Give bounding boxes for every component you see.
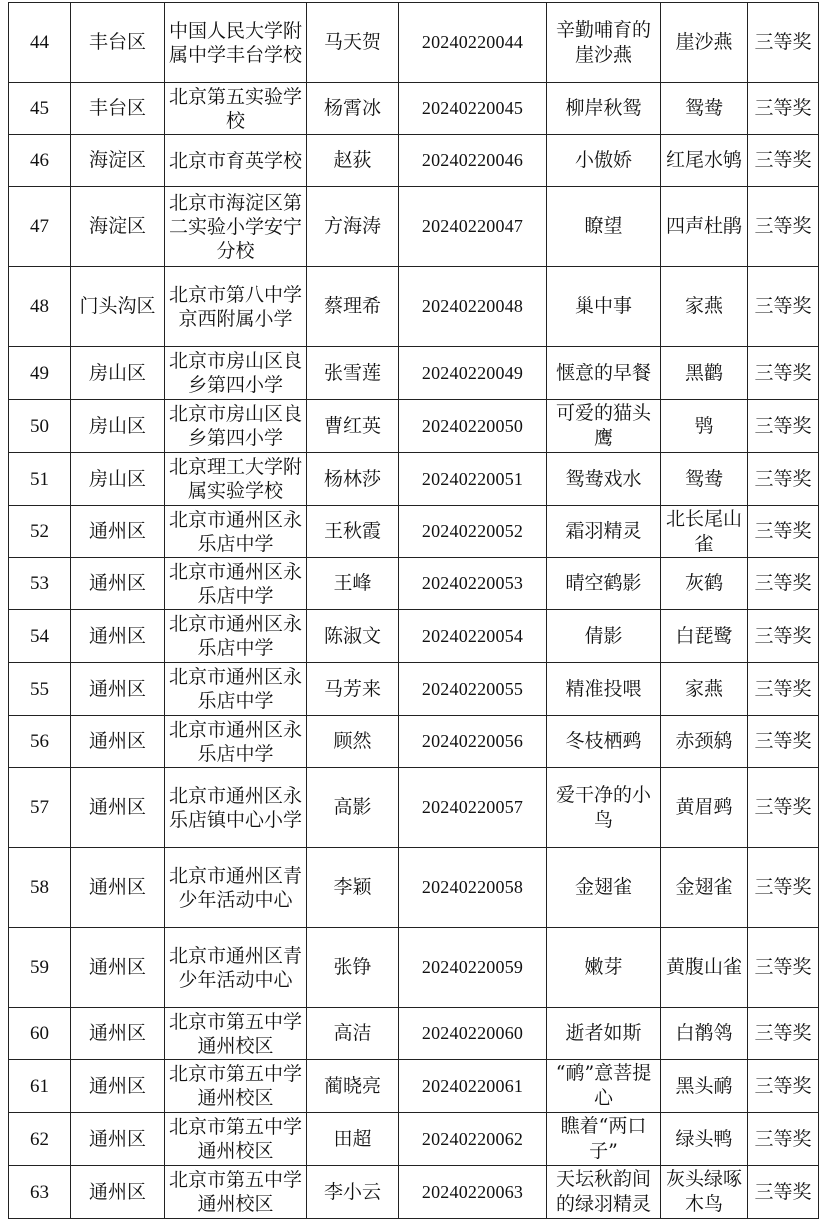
- cell-name: 马天贺: [307, 3, 399, 83]
- cell-work-title: 精准投喂: [547, 663, 661, 716]
- cell-school: 北京市通州区永乐店镇中心小学: [165, 768, 307, 848]
- cell-name: 李颖: [307, 848, 399, 928]
- table-row: [9, 506, 819, 558]
- cell-code: 20240220060: [399, 1008, 547, 1060]
- cell-code: 20240220044: [399, 3, 547, 83]
- cell-name: 曹红英: [307, 400, 399, 453]
- cell-school: 北京市通州区永乐店中学: [165, 610, 307, 663]
- cell-district: 通州区: [71, 928, 165, 1008]
- cell-school: 北京市通州区青少年活动中心: [165, 848, 307, 928]
- cell-award: 三等奖: [748, 83, 819, 135]
- cell-work-title: 瞧着“两口子”: [547, 1113, 661, 1166]
- cell-award: 三等奖: [748, 400, 819, 453]
- cell-award: 三等奖: [748, 558, 819, 610]
- table-row: [9, 453, 819, 506]
- cell-number: 54: [9, 610, 71, 663]
- cell-school: 北京市通州区永乐店中学: [165, 558, 307, 610]
- cell-district: 通州区: [71, 1113, 165, 1166]
- table-row: [9, 187, 819, 267]
- table-row: [9, 558, 819, 610]
- cell-district: 海淀区: [71, 135, 165, 187]
- cell-school: 北京市第五中学通州校区: [165, 1113, 307, 1166]
- cell-school: 北京市房山区良乡第四小学: [165, 347, 307, 400]
- cell-district: 通州区: [71, 610, 165, 663]
- cell-bird-species: 黑鹳: [661, 347, 748, 400]
- cell-number: 52: [9, 506, 71, 558]
- cell-number: 57: [9, 768, 71, 848]
- cell-school: 北京第五实验学校: [165, 83, 307, 135]
- cell-number: 55: [9, 663, 71, 716]
- award-table-body: [9, 3, 819, 1219]
- cell-code: 20240220061: [399, 1060, 547, 1113]
- cell-code: 20240220062: [399, 1113, 547, 1166]
- cell-number: 58: [9, 848, 71, 928]
- cell-bird-species: 鸳鸯: [661, 453, 748, 506]
- cell-name: 高影: [307, 768, 399, 848]
- table-row: [9, 716, 819, 768]
- cell-code: 20240220057: [399, 768, 547, 848]
- cell-award: 三等奖: [748, 1060, 819, 1113]
- cell-bird-species: 崖沙燕: [661, 3, 748, 83]
- award-table: [8, 2, 819, 1219]
- cell-bird-species: 灰头绿啄木鸟: [661, 1166, 748, 1219]
- cell-school: 北京市通州区青少年活动中心: [165, 928, 307, 1008]
- cell-school: 北京市通州区永乐店中学: [165, 716, 307, 768]
- cell-code: 20240220050: [399, 400, 547, 453]
- cell-name: 蔺晓亮: [307, 1060, 399, 1113]
- cell-district: 门头沟区: [71, 267, 165, 347]
- cell-district: 通州区: [71, 1008, 165, 1060]
- cell-award: 三等奖: [748, 3, 819, 83]
- cell-award: 三等奖: [748, 1008, 819, 1060]
- cell-bird-species: 红尾水鸲: [661, 135, 748, 187]
- cell-school: 北京市房山区良乡第四小学: [165, 400, 307, 453]
- table-row: [9, 1113, 819, 1166]
- cell-name: 赵荻: [307, 135, 399, 187]
- cell-name: 田超: [307, 1113, 399, 1166]
- cell-award: 三等奖: [748, 610, 819, 663]
- cell-district: 房山区: [71, 453, 165, 506]
- cell-number: 48: [9, 267, 71, 347]
- cell-bird-species: 黄腹山雀: [661, 928, 748, 1008]
- table-row: [9, 83, 819, 135]
- cell-bird-species: 家燕: [661, 267, 748, 347]
- cell-award: 三等奖: [748, 135, 819, 187]
- cell-district: 通州区: [71, 663, 165, 716]
- cell-work-title: 鸳鸯戏水: [547, 453, 661, 506]
- cell-award: 三等奖: [748, 768, 819, 848]
- cell-district: 房山区: [71, 400, 165, 453]
- cell-school: 北京市第八中学京西附属小学: [165, 267, 307, 347]
- cell-work-title: 霜羽精灵: [547, 506, 661, 558]
- cell-name: 张铮: [307, 928, 399, 1008]
- cell-number: 60: [9, 1008, 71, 1060]
- cell-district: 丰台区: [71, 3, 165, 83]
- cell-code: 20240220052: [399, 506, 547, 558]
- cell-name: 蔡理希: [307, 267, 399, 347]
- cell-work-title: 冬枝栖鹀: [547, 716, 661, 768]
- cell-number: 51: [9, 453, 71, 506]
- cell-name: 陈淑文: [307, 610, 399, 663]
- cell-number: 45: [9, 83, 71, 135]
- table-row: [9, 3, 819, 83]
- cell-district: 通州区: [71, 1166, 165, 1219]
- cell-name: 张雪莲: [307, 347, 399, 400]
- cell-school: 北京市海淀区第二实验小学安宁分校: [165, 187, 307, 267]
- cell-number: 46: [9, 135, 71, 187]
- cell-number: 56: [9, 716, 71, 768]
- cell-name: 高洁: [307, 1008, 399, 1060]
- table-row: [9, 1060, 819, 1113]
- cell-code: 20240220058: [399, 848, 547, 928]
- cell-code: 20240220049: [399, 347, 547, 400]
- table-row: [9, 135, 819, 187]
- cell-award: 三等奖: [748, 1113, 819, 1166]
- cell-name: 方海涛: [307, 187, 399, 267]
- cell-work-title: “鸸”意菩提心: [547, 1060, 661, 1113]
- cell-district: 海淀区: [71, 187, 165, 267]
- cell-bird-species: 黄眉鹀: [661, 768, 748, 848]
- cell-number: 61: [9, 1060, 71, 1113]
- cell-school: 北京市第五中学通州校区: [165, 1060, 307, 1113]
- cell-district: 房山区: [71, 347, 165, 400]
- cell-work-title: 巢中事: [547, 267, 661, 347]
- cell-code: 20240220055: [399, 663, 547, 716]
- cell-district: 通州区: [71, 716, 165, 768]
- cell-award: 三等奖: [748, 716, 819, 768]
- table-row: [9, 400, 819, 453]
- table-row: [9, 610, 819, 663]
- table-row: [9, 347, 819, 400]
- cell-district: 通州区: [71, 768, 165, 848]
- cell-district: 通州区: [71, 506, 165, 558]
- cell-work-title: 辛勤哺育的崖沙燕: [547, 3, 661, 83]
- cell-award: 三等奖: [748, 187, 819, 267]
- table-row: [9, 267, 819, 347]
- table-row: [9, 848, 819, 928]
- cell-work-title: 晴空鹤影: [547, 558, 661, 610]
- cell-award: 三等奖: [748, 453, 819, 506]
- cell-work-title: 倩影: [547, 610, 661, 663]
- cell-name: 顾然: [307, 716, 399, 768]
- cell-bird-species: 白琵鹭: [661, 610, 748, 663]
- cell-code: 20240220059: [399, 928, 547, 1008]
- cell-bird-species: 北长尾山雀: [661, 506, 748, 558]
- cell-bird-species: 灰鹤: [661, 558, 748, 610]
- cell-work-title: 瞭望: [547, 187, 661, 267]
- cell-bird-species: 金翅雀: [661, 848, 748, 928]
- cell-work-title: 天坛秋韵间的绿羽精灵: [547, 1166, 661, 1219]
- cell-bird-species: 四声杜鹃: [661, 187, 748, 267]
- cell-school: 中国人民大学附属中学丰台学校: [165, 3, 307, 83]
- cell-work-title: 小傲娇: [547, 135, 661, 187]
- cell-award: 三等奖: [748, 848, 819, 928]
- cell-name: 李小云: [307, 1166, 399, 1219]
- cell-number: 50: [9, 400, 71, 453]
- cell-school: 北京市通州区永乐店中学: [165, 506, 307, 558]
- cell-work-title: 柳岸秋鸳: [547, 83, 661, 135]
- cell-number: 53: [9, 558, 71, 610]
- cell-school: 北京市通州区永乐店中学: [165, 663, 307, 716]
- cell-number: 44: [9, 3, 71, 83]
- cell-number: 59: [9, 928, 71, 1008]
- cell-code: 20240220056: [399, 716, 547, 768]
- cell-number: 49: [9, 347, 71, 400]
- cell-name: 杨霄冰: [307, 83, 399, 135]
- cell-award: 三等奖: [748, 928, 819, 1008]
- cell-work-title: 惬意的早餐: [547, 347, 661, 400]
- cell-number: 63: [9, 1166, 71, 1219]
- cell-district: 通州区: [71, 1060, 165, 1113]
- cell-name: 马芳来: [307, 663, 399, 716]
- cell-award: 三等奖: [748, 663, 819, 716]
- cell-work-title: 嫩芽: [547, 928, 661, 1008]
- cell-school: 北京市第五中学通州校区: [165, 1166, 307, 1219]
- cell-award: 三等奖: [748, 506, 819, 558]
- cell-award: 三等奖: [748, 267, 819, 347]
- cell-code: 20240220045: [399, 83, 547, 135]
- cell-award: 三等奖: [748, 347, 819, 400]
- cell-work-title: 金翅雀: [547, 848, 661, 928]
- cell-school: 北京理工大学附属实验学校: [165, 453, 307, 506]
- cell-name: 杨林莎: [307, 453, 399, 506]
- cell-district: 通州区: [71, 848, 165, 928]
- cell-work-title: 逝者如斯: [547, 1008, 661, 1060]
- table-row: [9, 768, 819, 848]
- cell-bird-species: 赤颈鸫: [661, 716, 748, 768]
- cell-code: 20240220063: [399, 1166, 547, 1219]
- cell-district: 丰台区: [71, 83, 165, 135]
- cell-bird-species: 鸳鸯: [661, 83, 748, 135]
- cell-work-title: 爱干净的小鸟: [547, 768, 661, 848]
- table-row: [9, 1166, 819, 1219]
- cell-number: 47: [9, 187, 71, 267]
- cell-code: 20240220048: [399, 267, 547, 347]
- cell-bird-species: 黑头鸸: [661, 1060, 748, 1113]
- cell-bird-species: 绿头鸭: [661, 1113, 748, 1166]
- cell-code: 20240220054: [399, 610, 547, 663]
- cell-school: 北京市育英学校: [165, 135, 307, 187]
- cell-code: 20240220053: [399, 558, 547, 610]
- cell-award: 三等奖: [748, 1166, 819, 1219]
- cell-name: 王峰: [307, 558, 399, 610]
- table-row: [9, 1008, 819, 1060]
- cell-school: 北京市第五中学通州校区: [165, 1008, 307, 1060]
- cell-bird-species: 白鹡鸰: [661, 1008, 748, 1060]
- cell-code: 20240220051: [399, 453, 547, 506]
- cell-work-title: 可爱的猫头鹰: [547, 400, 661, 453]
- table-row: [9, 663, 819, 716]
- cell-bird-species: 家燕: [661, 663, 748, 716]
- cell-bird-species: 鸮: [661, 400, 748, 453]
- cell-name: 王秋霞: [307, 506, 399, 558]
- cell-code: 20240220047: [399, 187, 547, 267]
- table-row: [9, 928, 819, 1008]
- cell-code: 20240220046: [399, 135, 547, 187]
- cell-district: 通州区: [71, 558, 165, 610]
- cell-number: 62: [9, 1113, 71, 1166]
